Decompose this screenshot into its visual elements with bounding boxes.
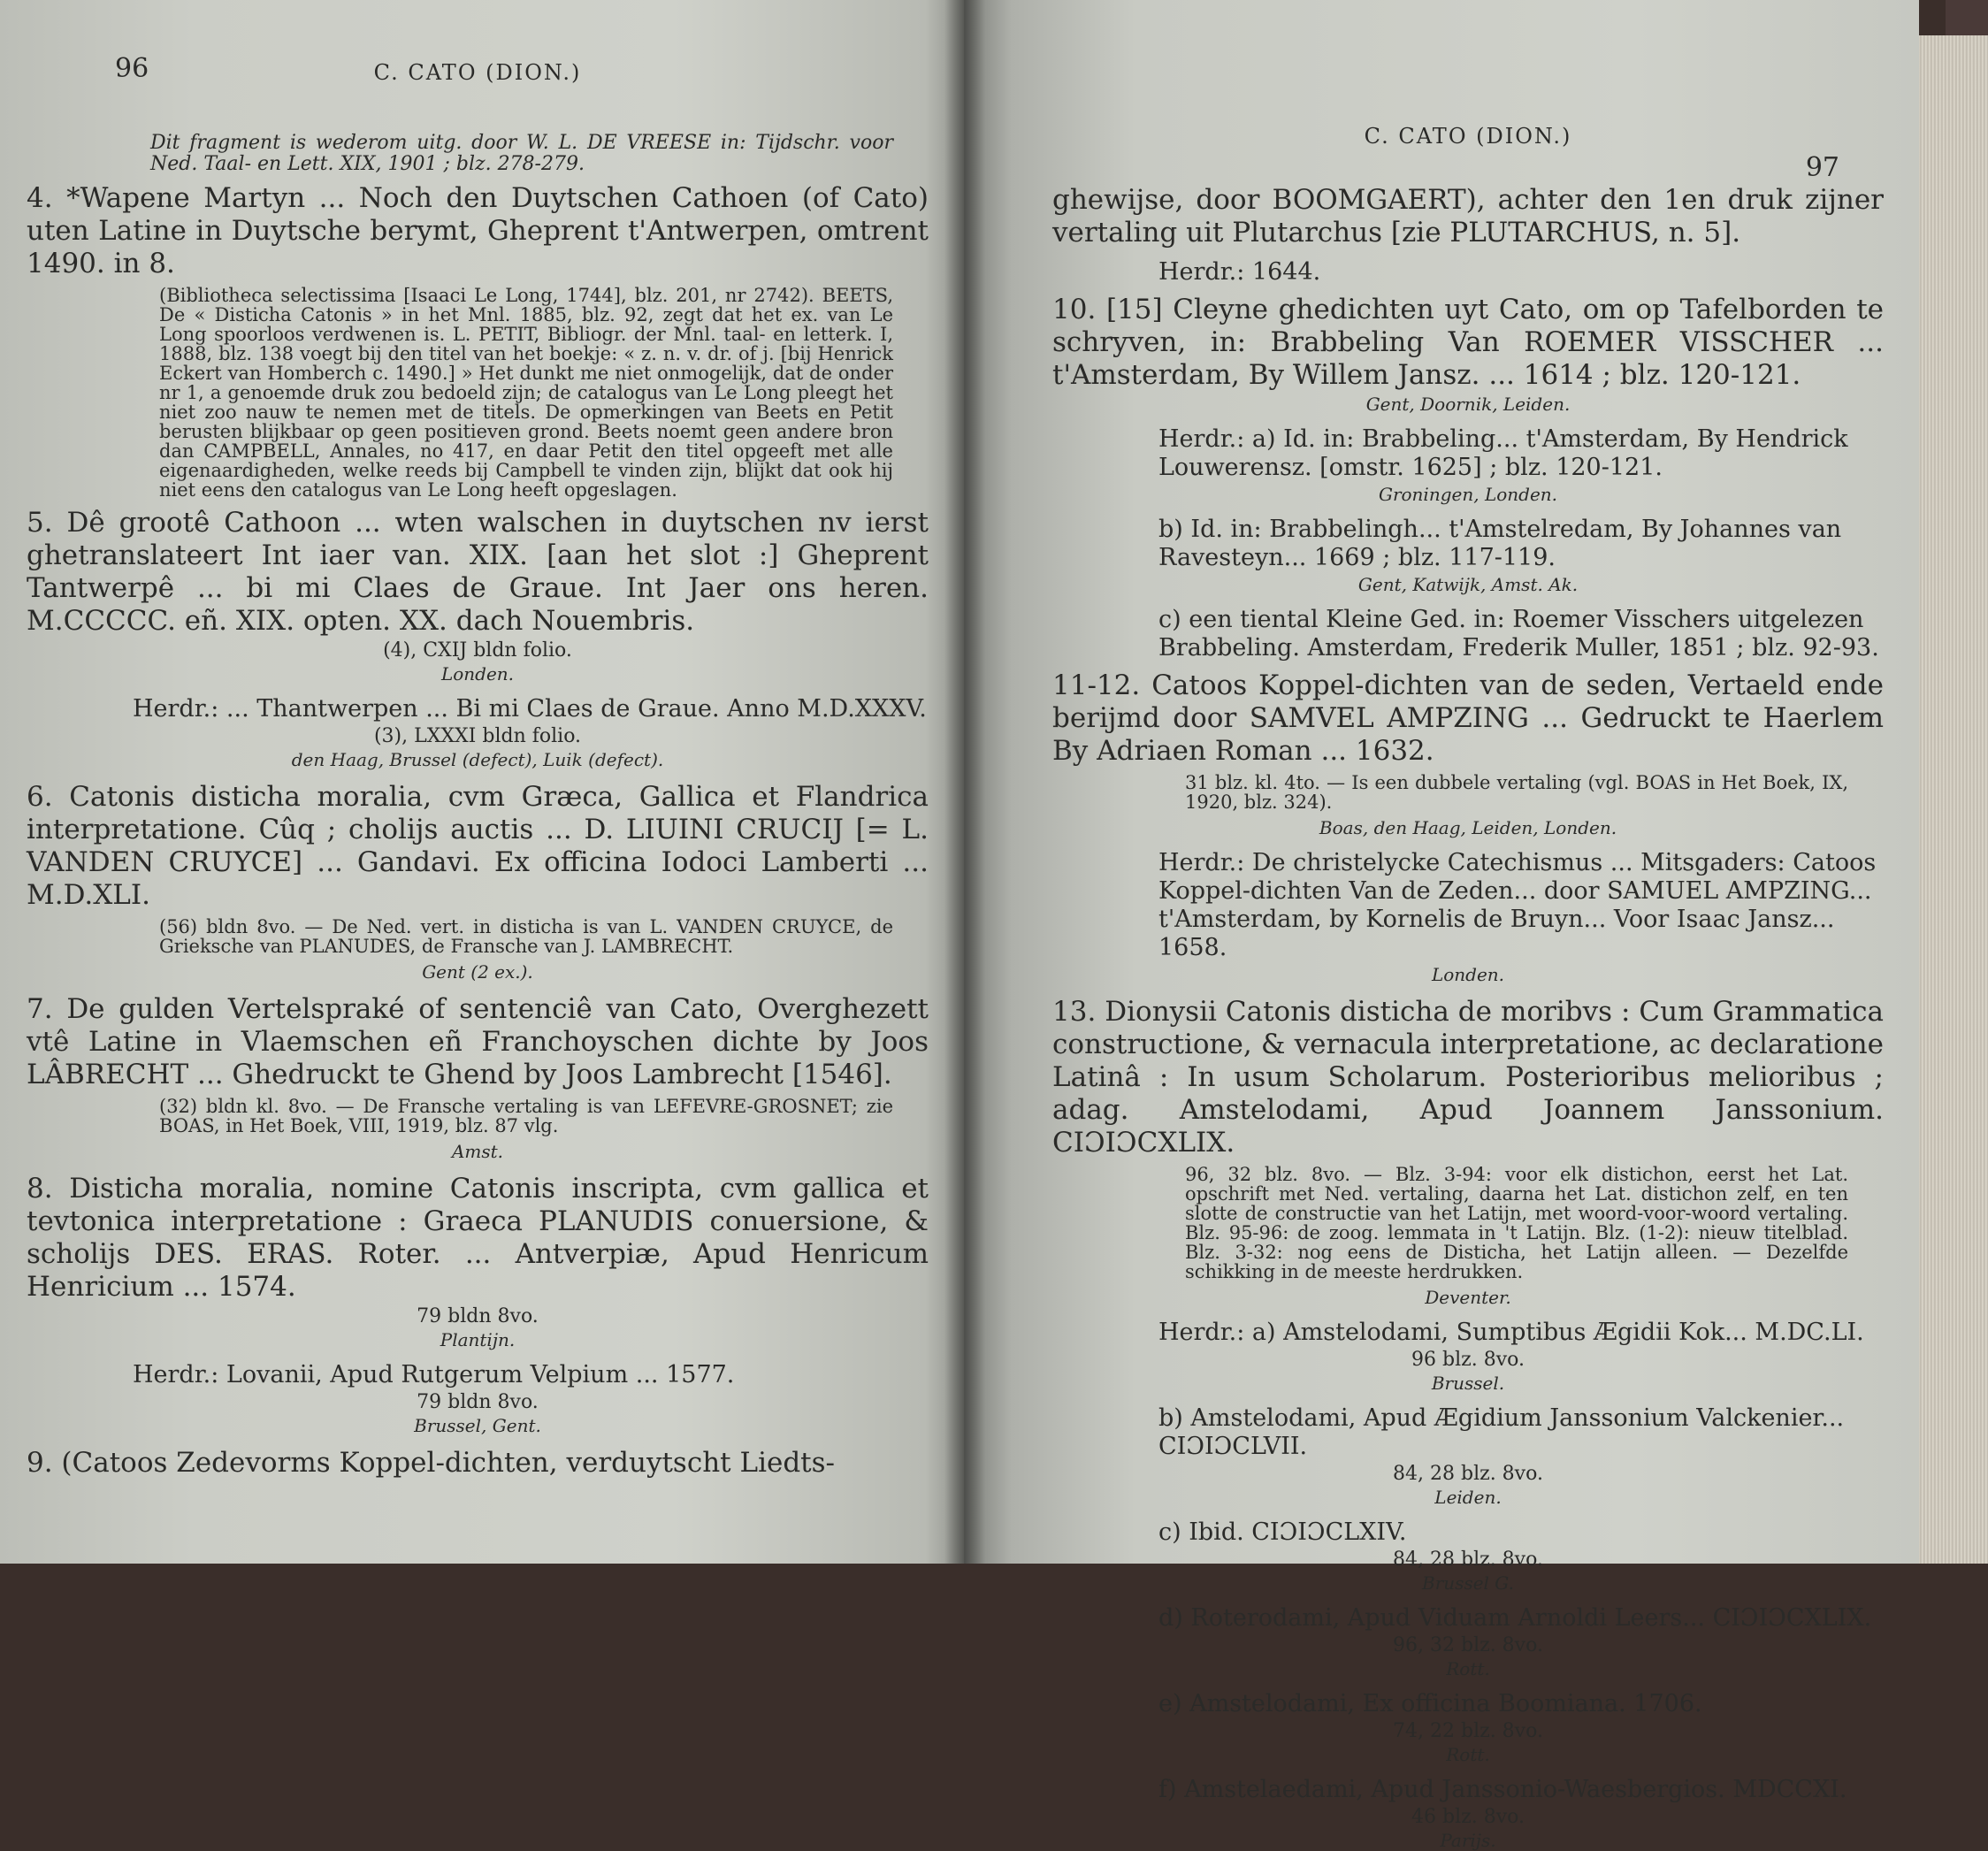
entry-13-reprint-b-library: Leiden. [1434,1487,1502,1508]
entry-13-reprint-a-collation: 96 blz. 8vo. [1411,1349,1525,1371]
entry-11-12-library: Boas, den Haag, Leiden, Londen. [1319,817,1617,838]
page-number-right: 97 [1805,152,1839,183]
entry-8-library: Plantijn. [440,1329,516,1350]
entry-13-reprint-e-library: Rott. [1446,1744,1490,1765]
entry-10-reprint-b-library: Gent, Katwijk, Amst. Ak. [1357,574,1579,595]
entry-7: 7. De gulden Vertelspraké of sentenciê van Cato, Overghezett vtê Latine in Vlaemschen eñ Franchoyschen dichte by Joos LÂBRECHT ... Ghedruckt te Ghend by Joos Lambrecht [1546]. [27,993,929,1090]
entry-4: 4. *Wapene Martyn ... Noch den Duytschen Cathoen (of Cato) uten Latine in Duytsche berymt, Gheprent t'Antwerpen, omtrent 1490. in 8. [27,182,929,279]
entry-13-reprint-e: e) Amstelodami, Ex officina Boomiana. 1706. [1158,1690,1702,1717]
entry-11-12: 11-12. Catoos Koppel-dichten van de seden, Vertaeld ende berijmd door SAMVEL AMPZING ... Gedruckt te Haerlem By Adriaen Roman ... 1632. [1052,669,1884,767]
right-page [964,0,1919,1851]
entry-11-12-reprint: Herdr.: De christelycke Catechismus ... Mitsgaders: Catoos Koppel-dichten Van de Zeden... door SAMUEL AMPZING... t'Amsterdam, by Kornelis de Bruyn... Voor Isaac Jansz... 1658. [1158,849,1877,961]
entry-7-note: (32) bldn kl. 8vo. — De Fransche vertaling is van LEFEVRE-GROSNET; zie BOAS, in Het Boek, VIII, 1919, blz. 87 vlg. [159,1096,893,1136]
entry-8: 8. Disticha moralia, nomine Catonis inscripta, cvm gallica et tevtonica interpretatione : Graeca PLANUDIS conuersione, & scholijs DES. ERAS. Roter. ... Antverpiæ, Apud Henricum Henricium ... 1574. [27,1173,929,1303]
entry-11-12-note: 31 blz. kl. 4to. — Is een dubbele vertaling (vgl. BOAS in Het Boek, IX, 1920, blz. 324). [1185,772,1848,813]
entry-6: 6. Catonis disticha moralia, cvm Græca, Gallica et Flandrica interpretatione. Cûq ; cholijs auctis ... D. LIUINI CRUCIJ [= L. VANDEN CRUYCE] ... Gandavi. Ex officina Iodoci Lamberti ... M.D.XLI. [27,781,929,911]
entry-10-reprint-c: c) een tiental Kleine Ged. in: Roemer Visschers uitgelezen Brabbeling. Amsterdam, Frederik Muller, 1851 ; blz. 92-93. [1158,606,1879,662]
entry-10: 10. [15] Cleyne ghedichten uyt Cato, om op Tafelborden te schryven, in: Brabbeling Van ROEMER VISSCHER ... t'Amsterdam, By Willem Jansz. ... 1614 ; blz. 120-121. [1052,294,1884,391]
entry-10-reprint-a: Herdr.: a) Id. in: Brabbeling... t'Amsterdam, By Hendrick Louwerensz. [omstr. 1625] ; blz. 120-121. [1158,425,1848,481]
entry-8-reprint: Herdr.: Lovanii, Apud Rutgerum Velpium ... 1577. [133,1361,735,1388]
entry-9-continued: ghewijse, door BOOMGAERT), achter den 1en druk zijner vertaling uit Plutarchus [zie PLUTARCHUS, n. 5]. [1052,184,1884,249]
entry-5-reprint: Herdr.: ... Thantwerpen ... Bi mi Claes de Graue. Anno M.D.XXXV. [133,695,927,723]
entry-13-reprint-c: c) Ibid. CIƆIƆCLXIV. [1158,1518,1407,1546]
running-head-left: C. CATO (DION.) [373,60,582,85]
entry-13-reprint-a: Herdr.: a) Amstelodami, Sumptibus Ægidii Kok... M.DC.LI. [1158,1319,1864,1346]
running-head-right: C. CATO (DION.) [1364,124,1572,149]
left-page-header [27,53,929,133]
entry-11-12-reprint-library: Londen. [1431,964,1505,985]
entry-13-reprint-b-collation: 84, 28 blz. 8vo. [1393,1463,1543,1485]
book-gutter [944,0,985,1564]
page-number-left: 96 [115,53,149,84]
entry-13: 13. Dionysii Catonis disticha de moribvs : Cum Grammatica constructione, & vernacula interpretatione, ac declaratione Latinâ : In usum Scholarum. Posterioribus melioribus ; adag. Amstelodami, Apud Joannem Janssonium. CIƆIƆCXLIX. [1052,996,1884,1159]
fragment-note: Dit fragment is wederom uitg. door W. L. DE VREESE in: Tijdschr. voor Ned. Taal- en Lett. XIX, 1901 ; blz. 278-279. [150,132,893,175]
entry-5-reprint-collation: (3), LXXXI bldn folio. [373,725,582,747]
book-cover-edge [1946,0,1988,35]
entry-10-reprint-a-library: Groningen, Londen. [1378,484,1558,505]
entry-13-reprint-f-collation: 46 blz. 8vo. [1411,1806,1525,1828]
entry-9-reprint: Herdr.: 1644. [1158,258,1321,286]
entry-8-collation: 79 bldn 8vo. [417,1305,539,1327]
entry-13-note: 96, 32 blz. 8vo. — Blz. 3-94: voor elk distichon, eerst het Lat. opschrift met Ned. vertaling, daarna het Lat. distichon zelf, en ten slotte de constructie van het Latijn, met woord-voor-woord vertaling. Blz. 95-96: de zoog. lemmata in 't Latijn. Blz. (1-2): nieuw titelblad. Blz. 3-32: nog eens de Disticha, het Latijn alleen. — Dezelfde schikking in de meeste herdrukken. [1185,1164,1848,1282]
entry-5-reprint-library: den Haag, Brussel (defect), Luik (defect). [291,749,664,770]
entry-5-library: Londen. [440,663,515,685]
entry-13-reprint-a-library: Brussel. [1431,1373,1505,1394]
entry-8-reprint-collation: 79 bldn 8vo. [417,1391,539,1413]
entry-13-reprint-e-collation: 74, 22 blz. 8vo. [1393,1720,1543,1742]
entry-13-reprint-c-collation: 84, 28 blz. 8vo. [1393,1549,1543,1571]
right-page-header [1052,97,1884,183]
entry-13-reprint-d: d) Roterodami, Apud Viduam Arnoldi Leers... CIƆIƆCXLIX. [1158,1604,1872,1632]
entry-9: 9. (Catoos Zedevorms Koppel-dichten, verduytscht Liedts- [27,1447,836,1479]
entry-6-library: Gent (2 ex.). [422,961,533,983]
entry-13-reprint-b: b) Amstelodami, Apud Ægidium Janssonium Valckenier... CIƆIƆCLVII. [1158,1404,1845,1460]
entry-7-library: Amst. [451,1141,504,1162]
entry-13-reprint-d-library: Rott. [1446,1658,1490,1679]
left-page [0,0,964,1564]
entry-13-reprint-f-library: Parijs. [1440,1830,1496,1851]
entry-8-reprint-library: Brussel, Gent. [414,1415,541,1436]
page-edges [1919,35,1988,1564]
entry-10-library: Gent, Doornik, Leiden. [1365,394,1571,415]
entry-10-reprint-b: b) Id. in: Brabbelingh... t'Amstelredam, By Johannes van Ravesteyn... 1669 ; blz. 117-119. [1158,516,1842,571]
entry-5: 5. Dê grootê Cathoon ... wten walschen in duytschen nv ierst ghetranslateert Int iaer van. XIX. [aan het slot :] Gheprent Tantwerpê ... bi mi Claes de Graue. Int Jaer ons heren. M.CCCCC. eñ. XIX. opten. XX. dach Nouembris. [27,507,929,637]
entry-13-reprint-d-collation: 96, 32 blz. 8vo. [1393,1634,1543,1656]
entry-6-note: (56) bldn 8vo. — De Ned. vert. in disticha is van L. VANDEN CRUYCE, de Grieksche van PLANUDES, de Fransche van J. LAMBRECHT. [159,916,893,957]
entry-13-reprint-c-library: Brussel G. [1422,1572,1514,1594]
entry-4-note: (Bibliotheca selectissima [Isaaci Le Long, 1744], blz. 201, nr 2742). BEETS, De « Disticha Catonis » in het Mnl. 1885, blz. 92, zegt dat het ex. van Le Long spoorloos verdwenen is. L. PETIT, Bibliogr. der Mnl. taal- en letterk. I, 1888, blz. 138 voegt bij den titel van het boekje: « z. n. v. dr. of j. [bij Henrick Eckert van Homberch c. 1490.] » Het dunkt me niet onmogelijk, dat de onder nr 1, a genoemde druk zou bedoeld zijn; de catalogus van Le Long pleegt het niet zoo nauw te nemen met de titels. De opmerkingen van Beets en Petit berusten blijkbaar op geen positieven grond. Beets noemt geen andere bron dan CAMPBELL, Annales, no 417, en daar Petit den titel opgeeft met alle eigenaardigheden, welke reeds bij Campbell te vinden zijn, blijkt dat ook hij niet eens den catalogus van Le Long heeft opgeslagen. [159,285,893,501]
entry-13-reprint-f: f) Amstelaedami, Apud Janssonio-Waesbergios. MDCCXI. [1158,1776,1847,1803]
entry-13-library: Deventer. [1425,1287,1511,1308]
entry-5-collation: (4), CXIJ bldn folio. [383,639,572,662]
